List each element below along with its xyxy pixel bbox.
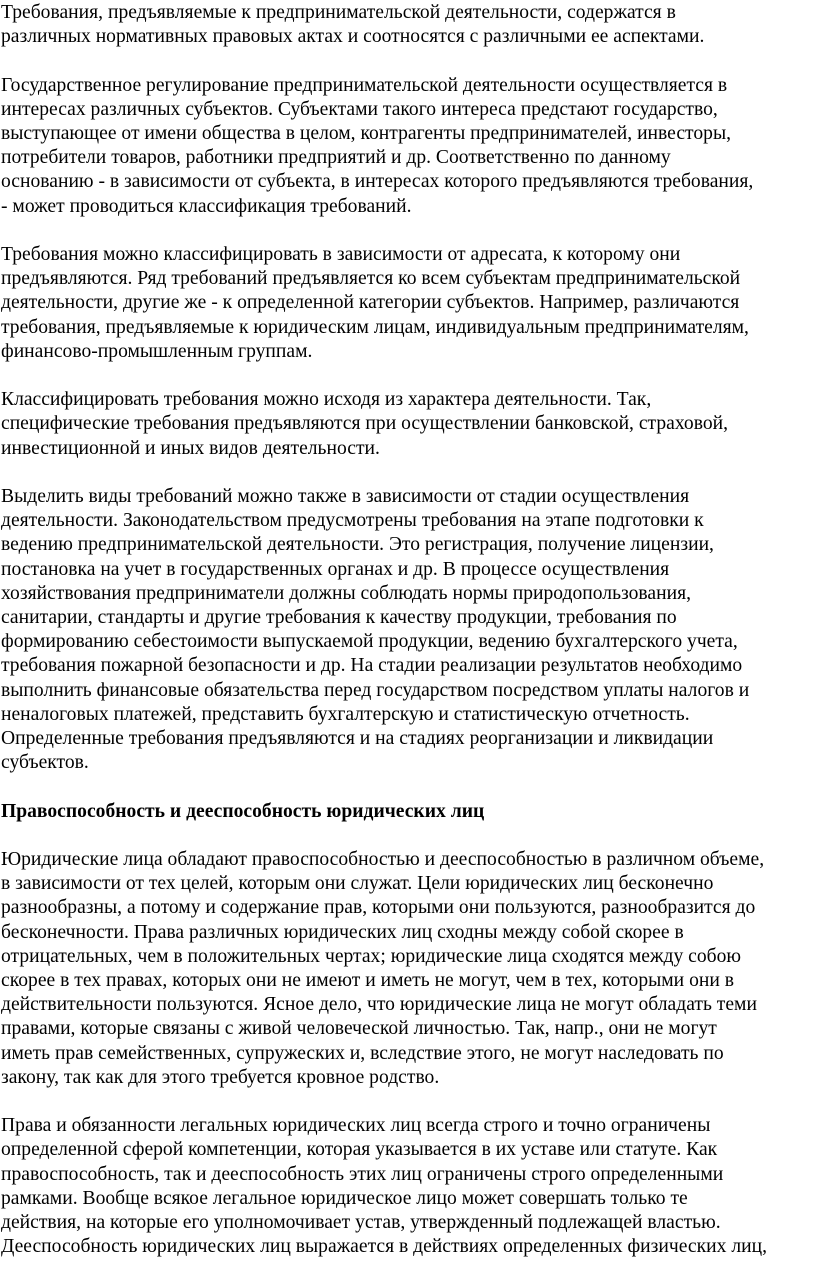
text-line: Права и обязанности легальных юридических лиц всегда строго и точно ограничены: [1, 1115, 711, 1137]
text-line: иметь прав семейственных, супружеских и, вследствие этого, не могут наследовать по: [1, 1042, 724, 1064]
text-line: ведению предпринимательской деятельности. Это регистрация, получение лицензии,: [1, 534, 714, 556]
text-line: инвестиционной и иных видов деятельности.: [1, 437, 380, 459]
text-line: основанию - в зависимости от субъекта, в интересах которого предъявляются требования,: [1, 171, 754, 193]
text-line: Определенные требования предъявляются и на стадиях реорганизации и ликвидации: [1, 728, 714, 750]
text-line: требования, предъявляемые к юридическим лицам, индивидуальным предпринимателям,: [1, 316, 749, 338]
paragraph-classification-stage: [1, 485, 816, 775]
paragraph-rights-obligations: [1, 1114, 816, 1259]
text-line: Требования можно классифицировать в зависимости от адресата, к которому они: [1, 244, 681, 265]
text-line: субъектов.: [1, 752, 89, 774]
text-line: неналоговых платежей, представить бухгалтерскую и статистическую отчетность.: [1, 703, 690, 725]
paragraph-classification-activity: [1, 388, 816, 461]
text-line: правоспособность, так и дееспособность этих лиц ограничены строго определенными: [1, 1163, 724, 1185]
text-line: формированию себестоимости выпускаемой продукции, ведению бухгалтерского учета,: [1, 631, 738, 653]
text-line: специфические требования предъявляются при осуществлении банковской, страховой,: [1, 413, 728, 435]
text-line: определенной сферой компетенции, которая указывается в их уставе или статуте. Как: [1, 1139, 718, 1161]
text-line: - может проводиться классификация требований.: [1, 195, 412, 217]
text-line: санитарии, стандарты и другие требования к качеству продукции, требования по: [1, 607, 677, 629]
paragraph-requirements-intro: [1, 1, 816, 49]
text-line: различных нормативных правовых актах и соотносятся с различными ее аспектами.: [1, 26, 705, 48]
text-line: отрицательных, чем в положительных чертах; юридические лица сходятся между собою: [1, 945, 742, 967]
text-line: интересах различных субъектов. Субъектами такого интереса предстают государство,: [1, 98, 718, 120]
text-line: скорее в тех правах, которых они не имеют и иметь не могут, чем в тех, которыми они в: [1, 970, 734, 992]
text-line: действия, на которые его уполномочивает устав, утвержденный подлежащей властью.: [1, 1212, 721, 1234]
text-line: в зависимости от тех целей, которым они служат. Цели юридических лиц бесконечно: [1, 873, 714, 895]
text-line: Требования, предъявляемые к предпринимательской деятельности, содержатся в: [1, 2, 676, 23]
text-line: требования пожарной безопасности и др. На стадии реализации результатов необходимо: [1, 655, 743, 677]
text-line: Выделить виды требований можно также в зависимости от стадии осуществления: [1, 486, 690, 507]
text-line: финансово-промышленным группам.: [1, 340, 313, 362]
text-line: Юридические лица обладают правоспособностью и дееспособностью в различном объеме,: [1, 849, 765, 871]
text-line: действительности пользуются. Ясное дело, что юридические лица не могут обладать теми: [1, 994, 757, 1016]
text-line: выступающее от имени общества в целом, контрагенты предпринимателей, инвесторы,: [1, 123, 732, 144]
text-line: рамками. Вообще всякое легальное юридическое лицо может совершать только те: [1, 1187, 688, 1209]
text-line: бесконечности. Права различных юридических лиц сходны между собой скорее в: [1, 921, 684, 943]
section-heading: Правоспособность и дееспособность юридических лиц: [1, 800, 485, 822]
text-line: Дееспособность юридических лиц выражается в действиях определенных физических лиц,: [1, 1236, 767, 1258]
text-line: деятельности, другие же - к определенной категории субъектов. Например, различаются: [1, 292, 740, 314]
text-line: выполнить финансовые обязательства перед государством посредством уплаты налогов и: [1, 679, 750, 701]
text-line: постановка на учет в государственных органах и др. В процессе осуществления: [1, 558, 670, 580]
text-line: предъявляются. Ряд требований предъявляется ко всем субъектам предпринимательской: [1, 268, 741, 290]
text-line: хозяйствования предприниматели должны соблюдать нормы природопользования,: [1, 582, 691, 604]
text-line: разнообразны, а потому и содержание прав, которыми они пользуются, разнообразится до: [1, 897, 756, 919]
paragraph-state-regulation: [1, 74, 816, 219]
text-line: потребители товаров, работники предприятий и др. Соответственно по данному: [1, 147, 671, 169]
text-line: правами, которые связаны с живой человеческой личностью. Так, напр., они не могут: [1, 1018, 717, 1040]
text-line: деятельности. Законодательством предусмотрены требования на этапе подготовки к: [1, 510, 704, 532]
paragraph-legal-capacity: [1, 848, 816, 1090]
text-line: Государственное регулирование предпринимательской деятельности осуществляется в: [1, 74, 728, 96]
text-line: Классифицировать требования можно исходя из характера деятельности. Так,: [1, 389, 652, 411]
text-line: закону, так как для этого требуется кровное родство.: [1, 1066, 440, 1088]
paragraph-classification-addressee: [1, 243, 816, 364]
